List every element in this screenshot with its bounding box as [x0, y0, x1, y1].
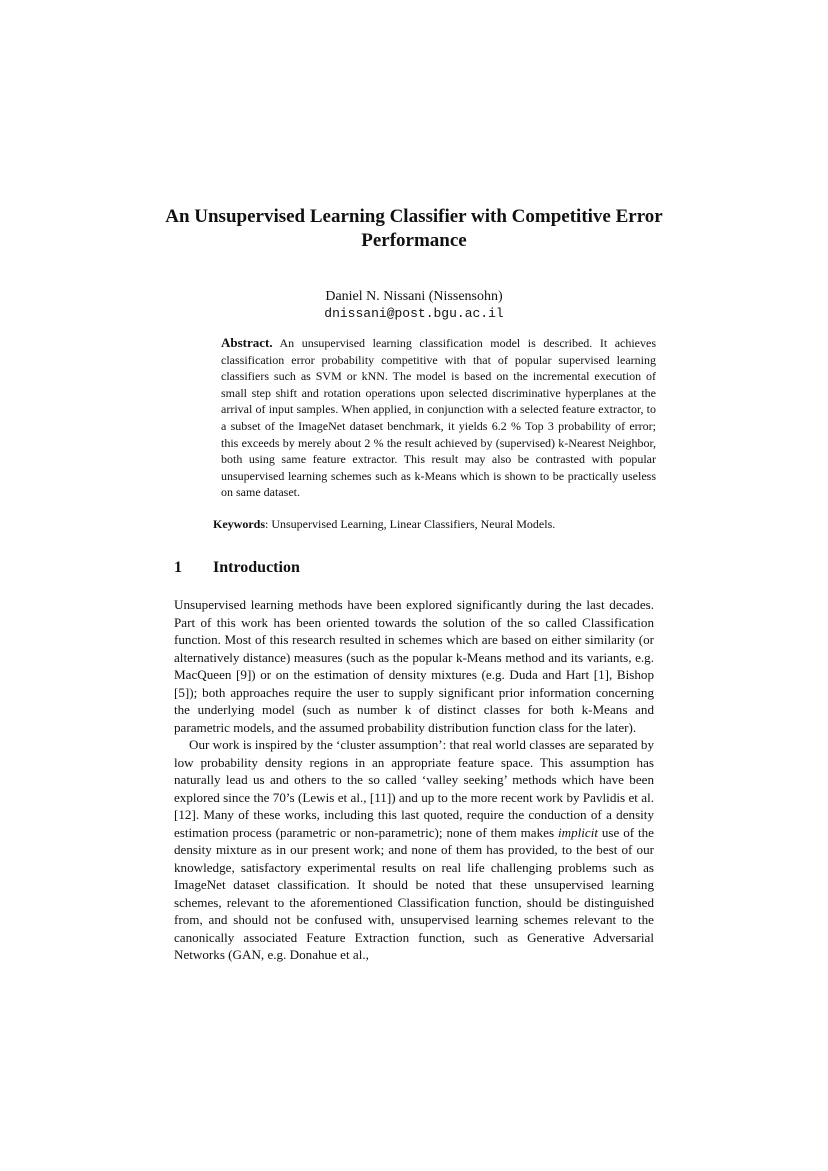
keywords-text: : Unsupervised Learning, Linear Classifiers, Neural Models.	[265, 517, 556, 531]
paper-title: An Unsupervised Learning Classifier with Competitive Error Performance	[165, 206, 663, 251]
abstract-label: Abstract.	[221, 335, 273, 350]
paragraph-2-emphasis: implicit	[557, 824, 598, 840]
author-block	[150, 288, 678, 323]
author-name: Daniel N. Nissani (Nissensohn)	[325, 289, 503, 304]
keywords	[213, 516, 673, 532]
keywords-label: Keywords	[213, 517, 265, 531]
paragraph-2-part-2: use of the density mixture as in our present work; and none of them has provided, to the best of our knowledge, satisfactory experimental results on real life challenging problems such as ImageNet dataset classification. It should be noted that these unsupervised learning schemes, relevant to the aforementioned Classification function, should be distinguished from, and should not be confused with, unsupervised learning schemes relevant to the canonically associated Feature Extraction function, such as Generative Adversarial Networks (GAN, e.g. Donahue et al.,	[174, 824, 654, 962]
section-number: 1	[174, 559, 182, 576]
paragraph-2-part-1: Our work is inspired by the ‘cluster assumption’: that real world classes are separated by low probability density regions in an appropriate feature space. This assumption has naturally lead us and others to the so called ‘valley seeking’ methods which have been explored since the 70’s (Lewis et al., [11]) and up to the more recent work by Pavlidis et al. [12]. Many of these works, including this last quoted, require the conduction of a density estimation process (parametric or non-parametric); none of them makes	[174, 737, 654, 840]
paragraph-2	[174, 736, 654, 964]
section-heading	[174, 558, 654, 578]
abstract	[221, 335, 656, 501]
paragraph-1: Unsupervised learning methods have been explored significantly during the last decades. Part of this work has been oriented towards the solution of the so called Classification function. Most of this research resulted in schemes which are based on either similarity (or alternatively distance) measures (such as the popular k-Means method and its variants, e.g. MacQueen [9]) or on the estimation of density mixtures (e.g. Duda and Hart [1], Bishop [5]); both approaches require the user to supply significant prior information concerning the underlying model (such as number k of distinct classes for both k-Means and parametric models, and the assumed probability distribution function class for the later).	[174, 597, 654, 735]
abstract-text: An unsupervised learning classification model is described. It achieves classification error probability competitive with that of popular supervised learning classifiers such as SVM or kNN. The model is based on the incremental execution of small step shift and rotation operations upon selected discriminative hyperplanes at the arrival of input samples. When applied, in conjunction with a selected feature extractor, to a subset of the ImageNet dataset benchmark, it yields 6.2 % Top 3 probability of error; this exceeds by merely about 2 % the result achieved by (supervised) k-Nearest Neighbor, both using same feature extractor. This result may also be contrasted with popular unsupervised learning schemes such as k-Means which is shown to be practically useless on same dataset.	[221, 336, 656, 500]
section-title: Introduction	[213, 559, 300, 576]
author-email: dnissani@post.bgu.ac.il	[324, 306, 504, 321]
body-text	[174, 596, 654, 964]
